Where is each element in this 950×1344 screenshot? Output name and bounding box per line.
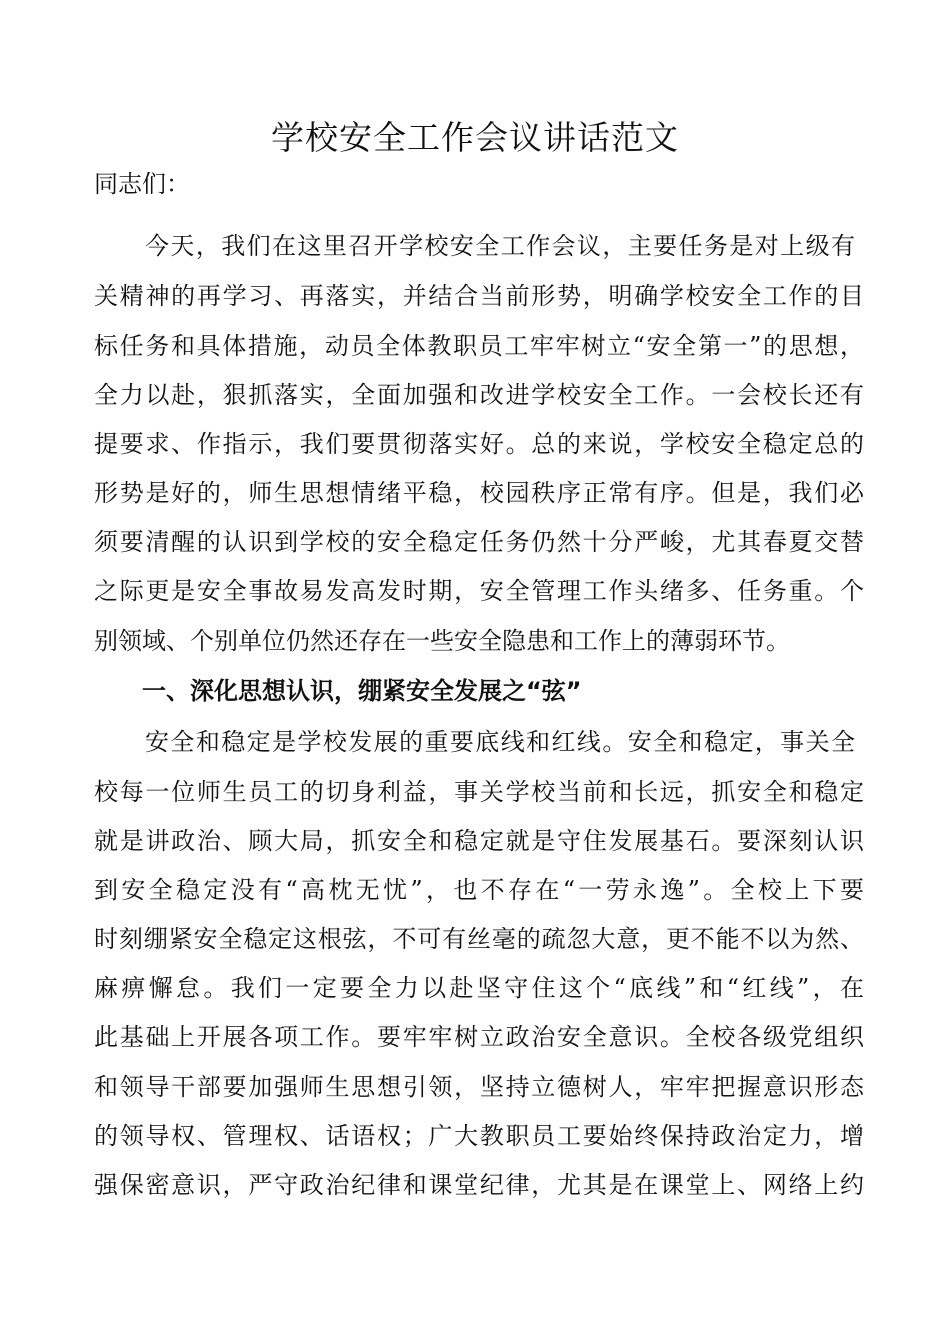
document-title: 学校安全工作会议讲话范文 (271, 118, 679, 157)
paragraph-line: 提要求、作指示，我们要贯彻落实好。总的来说，学校安全稳定总的 (94, 430, 864, 458)
paragraph-line: 麻痹懈怠。我们一定要全力以赴坚守住这个“底线”和“红线”，在 (94, 974, 864, 1002)
paragraph-line: 校每一位师生员工的切身利益，事关学校当前和长远，抓安全和稳定 (94, 778, 864, 806)
paragraph-line: 全力以赴，狠抓落实，全面加强和改进学校安全工作。一会校长还有 (94, 381, 864, 409)
paragraph-line: 时刻绷紧安全稳定这根弦，不可有丝毫的疏忽大意，更不能不以为然、 (94, 925, 864, 953)
section-heading: 一、深化思想认识，绷紧安全发展之“弦” (142, 677, 582, 705)
paragraph-line: 此基础上开展各项工作。要牢牢树立政治安全意识。全校各级党组织 (94, 1023, 864, 1051)
paragraph-line: 强保密意识，严守政治纪律和课堂纪律，尤其是在课堂上、网络上约 (94, 1171, 864, 1199)
paragraph-line: 别领域、个别单位仍然还存在一些安全隐患和工作上的薄弱环节。 (94, 627, 790, 655)
paragraph-line: 安全和稳定是学校发展的重要底线和红线。安全和稳定，事关全 (145, 728, 855, 756)
paragraph-line: 之际更是安全事故易发高发时期，安全管理工作头绪多、任务重。个 (94, 577, 864, 605)
paragraph-line: 的领导权、管理权、话语权；广大教职员工要始终保持政治定力，增 (94, 1122, 864, 1150)
paragraph-line: 到安全稳定没有“高枕无忧”，也不存在“一劳永逸”。全校上下要 (94, 876, 864, 904)
paragraph-line: 须要清醒的认识到学校的安全稳定任务仍然十分严峻，尤其春夏交替 (94, 528, 864, 556)
salutation: 同志们： (94, 170, 190, 198)
paragraph-line: 和领导干部要加强师生思想引领，坚持立德树人，牢牢把握意识形态 (94, 1073, 864, 1101)
paragraph-line: 形势是好的，师生思想情绪平稳，校园秩序正常有序。但是，我们必 (94, 479, 864, 507)
paragraph-line: 标任务和具体措施，动员全体教职员工牢牢树立“安全第一”的思想， (94, 332, 864, 360)
paragraph-line: 今天，我们在这里召开学校安全工作会议，主要任务是对上级有 (145, 232, 855, 260)
paragraph-line: 就是讲政治、顾大局，抓安全和稳定就是守住发展基石。要深刻认识 (94, 827, 864, 855)
paragraph-line: 关精神的再学习、再落实，并结合当前形势，明确学校安全工作的目 (94, 282, 864, 310)
